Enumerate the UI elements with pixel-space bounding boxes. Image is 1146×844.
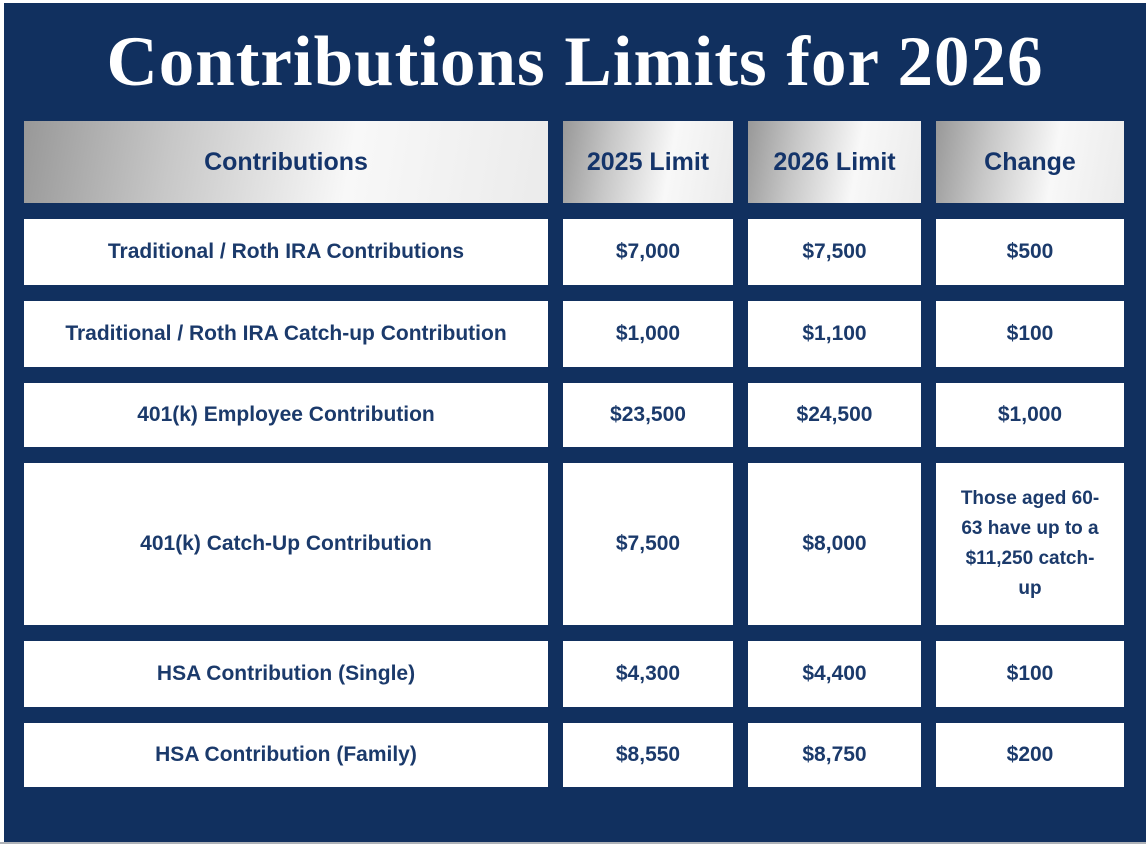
cell-2026-limit: $8,000: [748, 463, 921, 625]
row-label-hsa-single: HSA Contribution (Single): [24, 641, 548, 707]
page-title: Contributions Limits for 2026: [106, 22, 1044, 101]
column-header-2025-limit: 2025 Limit: [563, 121, 733, 203]
row-label-401k-employee: 401(k) Employee Contribution: [24, 383, 548, 447]
cell-2026-limit: $1,100: [748, 301, 921, 367]
column-header-contributions: Contributions: [24, 121, 548, 203]
column-header-2026-limit: 2026 Limit: [748, 121, 921, 203]
row-label-ira-catch-up: Traditional / Roth IRA Catch-up Contribution: [24, 301, 548, 367]
cell-2025-limit: $7,500: [563, 463, 733, 625]
cell-2025-limit: $8,550: [563, 723, 733, 787]
cell-2026-limit: $7,500: [748, 219, 921, 285]
cell-2025-limit: $1,000: [563, 301, 733, 367]
row-label-hsa-family: HSA Contribution (Family): [24, 723, 548, 787]
column-header-change: Change: [936, 121, 1124, 203]
cell-2026-limit: $24,500: [748, 383, 921, 447]
cell-change-note: Those aged 60-63 have up to a $11,250 catch-up: [936, 463, 1124, 625]
cell-2025-limit: $4,300: [563, 641, 733, 707]
cell-change: $500: [936, 219, 1124, 285]
row-label-traditional-roth-ira: Traditional / Roth IRA Contributions: [24, 219, 548, 285]
cell-2025-limit: $7,000: [563, 219, 733, 285]
cell-change: $100: [936, 301, 1124, 367]
infographic-canvas: [4, 3, 1146, 842]
title-bar: [4, 3, 1146, 121]
cell-change: $1,000: [936, 383, 1124, 447]
cell-2025-limit: $23,500: [563, 383, 733, 447]
cell-change: $100: [936, 641, 1124, 707]
row-label-401k-catch-up: 401(k) Catch-Up Contribution: [24, 463, 548, 625]
contributions-table: [4, 121, 1146, 787]
cell-2026-limit: $8,750: [748, 723, 921, 787]
cell-change: $200: [936, 723, 1124, 787]
cell-2026-limit: $4,400: [748, 641, 921, 707]
